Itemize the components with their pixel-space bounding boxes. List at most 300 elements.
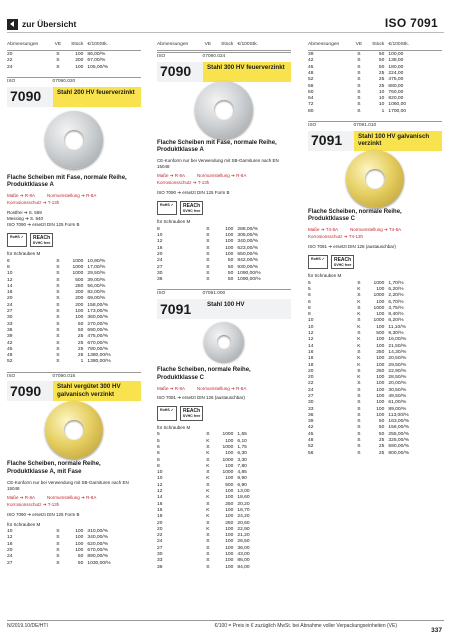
table-row (157, 483, 291, 489)
cell-preis: 17,00/% (87, 265, 106, 270)
table-row (308, 450, 442, 456)
cell-ve: S (206, 264, 210, 270)
cell-dim: 12 (7, 535, 13, 541)
cell-ve: S (206, 520, 210, 526)
rohs-text: RoHS ✓ (160, 408, 174, 413)
cell-ve: K (357, 286, 361, 292)
price-table (308, 52, 442, 115)
cell-preis: 89,00/% (388, 406, 407, 412)
reach-text: SVHC free (182, 208, 201, 213)
cell-preis: 842,00/% (237, 258, 259, 264)
table-row (157, 501, 291, 507)
cell-stueck: 25 (77, 340, 84, 346)
reach-text: SVHC free (182, 414, 201, 419)
table-row (157, 457, 291, 463)
cell-preis: 305,00/% (237, 233, 259, 239)
cell-stueck: 10 (378, 96, 385, 102)
cell-preis: 24,20 (237, 514, 250, 520)
product-code: 07090.024 (202, 53, 226, 59)
table-row (157, 489, 291, 495)
link-masse[interactable]: Maße ➔ R-8A (157, 385, 186, 391)
header-stueck: Stück (221, 42, 234, 47)
cell-stueck: 25 (378, 444, 385, 450)
cell-preis: 8,40/% (388, 312, 404, 318)
cell-dim: 8 (308, 312, 311, 318)
cell-preis: 82,00/% (87, 290, 106, 296)
cell-ve: S (56, 296, 60, 302)
cell-ve: S (357, 108, 361, 114)
table-row (157, 527, 291, 533)
page-number: 337 (431, 627, 442, 634)
product-description: Flache Scheiben, normale Reihe, Produktklasse C (157, 367, 251, 381)
cell-preis: 1380,00/% (87, 353, 111, 359)
cell-ve: S (357, 406, 361, 412)
cell-stueck: 1000 (373, 305, 385, 311)
product-image (157, 82, 291, 138)
link-normumstellung[interactable]: Normumstellung ➔ R-8A (197, 173, 247, 179)
cell-ve: S (206, 277, 210, 283)
cell-stueck: 1000 (373, 280, 385, 286)
cell-ve: K (357, 312, 361, 318)
cell-stueck: 100 (376, 356, 385, 362)
cell-preis: 224,00 (388, 70, 404, 76)
cell-preis: 10,90/% (87, 258, 106, 264)
cell-preis: 340,00/% (87, 535, 109, 541)
cell-dim: 24 (7, 302, 13, 308)
cell-stueck: 200 (75, 290, 84, 296)
cell-ve: S (357, 425, 361, 431)
table-row (7, 529, 141, 535)
cell-ve: K (206, 526, 210, 532)
cell-stueck: 1000 (222, 470, 234, 476)
cell-preis: 3,30 (237, 457, 247, 463)
cell-preis: 21,20 (237, 533, 250, 539)
cell-stueck: 100 (225, 558, 234, 564)
cell-stueck: 50 (227, 270, 234, 276)
cell-stueck: 100 (376, 362, 385, 368)
cell-preis: 1380,00/% (87, 359, 111, 365)
table-row (157, 277, 291, 283)
cell-ve: S (56, 535, 60, 541)
cell-preis: 475,00 (388, 77, 404, 83)
cell-ve: S (357, 58, 361, 64)
reach-text: SVHC free (32, 240, 51, 245)
product-code-row (157, 52, 291, 60)
link-korrosionsschutz[interactable]: Korrosionsschutz ➔ T-13h (157, 180, 210, 186)
back-to-overview-link[interactable] (7, 19, 76, 30)
cell-stueck: 50 (378, 64, 385, 70)
link-normumstellung[interactable]: Normumstellung ➔ R-8A (47, 495, 97, 501)
cell-ve: S (56, 58, 60, 64)
cell-stueck: 10 (378, 102, 385, 108)
cell-preis: 56,00/% (87, 283, 106, 289)
cell-stueck: 100 (225, 507, 234, 513)
cell-ve: S (56, 258, 60, 264)
cell-ve: S (357, 331, 361, 337)
cell-stueck: 100 (225, 463, 234, 469)
washer-image-icon (45, 401, 103, 459)
cell-ve: K (357, 299, 361, 305)
cell-ve: S (56, 265, 60, 270)
cell-dim: 18 (308, 362, 314, 368)
cell-ve: S (206, 539, 210, 545)
cell-preis: 6,70/% (388, 299, 404, 305)
cell-preis: 21,50/% (388, 343, 407, 349)
cell-dim: 20 (157, 252, 163, 257)
cell-dim: 30 (157, 270, 163, 276)
cell-dim: 27 (308, 394, 314, 399)
cell-ve: S (206, 482, 210, 488)
cell-stueck: 200 (75, 58, 84, 64)
reach-badge (30, 233, 54, 247)
table-row (308, 96, 442, 102)
cell-ve: S (206, 258, 210, 264)
cell-dim: 27 (7, 309, 13, 315)
cell-stueck: 100 (376, 286, 385, 292)
cell-preis: 20,20 (237, 501, 250, 507)
cell-ve: K (206, 438, 210, 444)
cell-preis: 138,00 (388, 58, 404, 64)
table-row (308, 400, 442, 406)
cell-stueck: 100 (225, 476, 234, 482)
table-row (308, 362, 442, 368)
cell-dim: 30 (157, 551, 163, 557)
cell-dim: 20 (7, 548, 13, 554)
cell-preis: 173,00/% (87, 309, 109, 315)
cell-stueck: 1000 (72, 265, 84, 270)
product-note: CE-Konform nur bei Verwendung mit SB-Garnituren nach EN 15048 (157, 158, 279, 170)
cell-stueck: 100 (75, 64, 84, 70)
unit-label: für Schrauben M (157, 219, 191, 225)
table-row (308, 331, 442, 337)
compliance-badges (157, 406, 291, 420)
table-row (308, 102, 442, 108)
cell-preis: 9,30/% (388, 331, 404, 337)
cell-ve: S (357, 318, 361, 324)
cell-ve: S (357, 52, 361, 58)
cell-dim: 5 (157, 432, 160, 438)
cell-ve: S (56, 271, 60, 277)
cell-dim: 20 (308, 375, 314, 381)
cell-stueck: 100 (225, 239, 234, 245)
cell-ve: S (56, 277, 60, 283)
cell-ve: K (357, 356, 361, 362)
cell-ve: S (357, 444, 361, 450)
table-row (308, 83, 442, 89)
cell-stueck: 100 (75, 535, 84, 541)
cell-preis: 475,00/% (87, 334, 109, 340)
cell-stueck: 25 (77, 353, 84, 359)
table-row (308, 64, 442, 70)
column-3 (308, 42, 442, 457)
table-row (7, 290, 141, 296)
cell-preis: 20,00/% (388, 381, 407, 387)
cell-ve: S (56, 554, 60, 560)
cell-preis: 325,00/% (388, 438, 410, 444)
cell-preis: 1030,00/% (87, 560, 111, 566)
cell-preis: 4,85 (237, 470, 247, 476)
product-image (157, 319, 291, 365)
cell-dim: 12 (308, 337, 314, 343)
table-row (7, 359, 141, 365)
cell-dim: 16 (7, 290, 13, 296)
table-row (7, 353, 141, 359)
cell-stueck: 50 (378, 58, 385, 64)
cell-ve: S (56, 334, 60, 340)
table-row (7, 277, 141, 283)
cell-stueck: 50 (77, 554, 84, 560)
price-table (157, 227, 291, 284)
cell-preis: 43,00 (237, 551, 250, 557)
cell-preis: 180,00 (388, 64, 404, 70)
table-row (308, 52, 442, 58)
cell-preis: 84,00 (237, 564, 250, 570)
table-row (157, 233, 291, 239)
cell-stueck: 25 (378, 450, 385, 456)
cell-stueck: 100 (225, 514, 234, 520)
cell-stueck: 1000 (222, 432, 234, 438)
cell-preis: 6,30 (237, 451, 247, 457)
cell-preis: 100,00 (388, 52, 404, 58)
cell-ve: K (206, 495, 210, 501)
compliance-badges (157, 201, 291, 215)
header-dim: Abmessungen (7, 42, 39, 47)
cell-stueck: 25 (378, 77, 385, 83)
link-masse[interactable]: Maße ➔ R-8A (157, 173, 186, 179)
cell-preis: 30,50/% (388, 387, 407, 393)
product-code: 07091.010 (353, 122, 377, 128)
cell-dim: 10 (7, 271, 13, 277)
cell-preis: 1700,00 (388, 108, 407, 114)
cell-ve: K (206, 463, 210, 469)
cell-preis: 6,20/% (388, 286, 404, 292)
cell-stueck: 100 (75, 309, 84, 315)
cell-preis: 620,00/% (87, 541, 109, 547)
cell-preis: 69,00/% (87, 296, 106, 302)
cell-ve: K (206, 489, 210, 495)
cell-ve: S (56, 315, 60, 321)
code-label: ISO (157, 53, 166, 59)
cell-preis: 16,00/% (388, 337, 407, 343)
link-korrosionsschutz[interactable]: Korrosionsschutz ➔ T-13h (7, 199, 60, 205)
table-row (308, 343, 442, 349)
cell-stueck: 100 (376, 412, 385, 418)
cell-preis: 670,00/% (87, 548, 109, 554)
table-row (157, 271, 291, 277)
cell-dim: 42 (7, 340, 13, 346)
product-banner (7, 87, 141, 107)
product-description: Flache Scheiben, normale Reihe, Produktklasse A, mit Fase (7, 461, 101, 476)
cell-preis: 3,75/% (388, 305, 404, 311)
cell-dim: 24 (157, 539, 163, 545)
header-stueck: Stück (372, 42, 385, 47)
cell-ve: S (56, 64, 60, 70)
cell-dim: 12 (7, 277, 13, 283)
cell-ve: S (206, 470, 210, 476)
header-preis: €/100Stk. (388, 42, 410, 47)
cell-stueck: 500 (376, 331, 385, 337)
cell-stueck: 100 (376, 324, 385, 330)
cell-dim: 56 (308, 83, 314, 89)
cell-preis: 113,00/% (388, 412, 409, 418)
cell-dim: 20 (7, 52, 13, 58)
cell-preis: 156,00/% (388, 425, 410, 431)
cell-dim: 12 (157, 482, 163, 488)
link-normumstellung[interactable]: Normumstellung ➔ T4-8A (349, 227, 402, 233)
column-1 (7, 42, 141, 567)
table-row (7, 321, 141, 327)
cell-preis: 11,10/% (388, 324, 406, 330)
table-row (7, 309, 141, 315)
header-divider (7, 32, 444, 33)
link-korrosionsschutz[interactable]: Korrosionsschutz ➔ T4-13h (308, 233, 363, 239)
table-row (7, 560, 141, 566)
price-table (7, 529, 141, 567)
cell-dim: 22 (308, 381, 314, 387)
cell-ve: S (357, 96, 361, 102)
cell-preis: 86,00/% (87, 52, 106, 58)
link-normumstellung[interactable]: Normumstellung ➔ R-8A (197, 385, 247, 391)
cell-stueck: 25 (77, 334, 84, 340)
cell-dim: 22 (157, 533, 163, 539)
cell-ve: S (357, 394, 361, 399)
product-banner (308, 131, 442, 151)
table-row (157, 564, 291, 570)
cell-stueck: 500 (225, 482, 234, 488)
cell-ve: K (206, 514, 210, 520)
cell-dim: 6 (157, 451, 160, 457)
cell-ve: S (56, 302, 60, 308)
cell-stueck: 100 (376, 375, 385, 381)
cell-dim: 27 (157, 264, 163, 270)
header-stueck: Stück (71, 42, 84, 47)
link-normumstellung[interactable]: Normumstellung ➔ R-8A (47, 193, 97, 199)
link-korrosionsschutz[interactable]: Korrosionsschutz ➔ T-13h (7, 501, 60, 507)
cell-ve: S (357, 64, 361, 70)
table-row (157, 432, 291, 438)
link-masse[interactable]: Maße ➔ R-8A (7, 495, 36, 501)
cell-stueck: 25 (378, 70, 385, 76)
cell-dim: 8 (157, 463, 160, 469)
table-row (7, 340, 141, 346)
cell-dim: 12 (308, 331, 314, 337)
rohs-badge (7, 233, 27, 247)
cell-preis: 650,00/% (237, 252, 259, 257)
cell-ve: S (206, 270, 210, 276)
table-row (308, 350, 442, 356)
table-row (7, 303, 141, 309)
cell-ve: S (56, 309, 60, 315)
cell-stueck: 500 (75, 277, 84, 283)
cell-dim: 48 (308, 70, 314, 76)
reach-badge (331, 255, 355, 269)
cell-stueck: 1000 (222, 457, 234, 463)
table-row (157, 514, 291, 520)
footer-divider (7, 620, 444, 621)
cell-preis: 49,50/% (388, 394, 407, 399)
table-row (308, 337, 442, 343)
header-ve: VE (204, 42, 212, 47)
cell-stueck: 100 (225, 245, 234, 251)
cell-ve: S (357, 102, 361, 108)
code-label: ISO (7, 373, 16, 379)
cell-dim: 12 (157, 239, 163, 245)
product-block-07091-010 (308, 121, 442, 457)
table-row (308, 413, 442, 419)
cell-dim: 20 (157, 526, 163, 532)
cell-ve: S (206, 239, 210, 245)
header-dim: Abmessungen (157, 42, 189, 47)
cell-dim: 6 (308, 293, 311, 299)
cell-stueck: 100 (376, 394, 385, 399)
reach-text: SVHC free (333, 262, 352, 267)
product-image (7, 107, 141, 173)
cell-ve: S (357, 419, 361, 425)
cell-ve: S (56, 340, 60, 346)
product-image (7, 401, 141, 459)
cell-ve: K (206, 507, 210, 513)
cell-ve: S (206, 564, 210, 570)
cell-stueck: 50 (77, 321, 84, 327)
reference-links (7, 495, 141, 509)
table-row (308, 356, 442, 362)
cell-dim: 8 (308, 305, 311, 311)
cell-stueck: 1000 (222, 444, 234, 450)
cell-dim: 30 (308, 400, 314, 406)
product-number: 7091 (308, 131, 354, 151)
product-note-norm: ISO 7090 ➔ ersetzt DIN 125 Form B (7, 511, 80, 517)
cell-dim: 52 (308, 77, 314, 83)
price-table (308, 280, 442, 456)
table-row (308, 280, 442, 286)
table-row (157, 470, 291, 476)
cell-stueck: 100 (225, 489, 234, 495)
cell-preis: 1,55 (237, 432, 247, 438)
cell-stueck: 50 (227, 277, 234, 283)
cell-dim: 10 (157, 233, 163, 239)
table-row (157, 552, 291, 558)
cell-preis: 760,00 (388, 89, 404, 95)
cell-ve: S (357, 83, 361, 89)
cell-dim: 45 (7, 346, 13, 352)
table-row (157, 539, 291, 545)
cell-preis: 288,00/% (237, 226, 259, 232)
product-code: 07091.000 (202, 291, 226, 297)
product-code-row (7, 372, 141, 380)
cell-ve: K (357, 324, 361, 330)
cell-preis: 6,10 (237, 438, 247, 444)
cell-ve: S (56, 353, 60, 359)
cell-ve: K (357, 375, 361, 381)
product-block-07090-016 (7, 372, 141, 567)
cell-ve: K (357, 337, 361, 343)
cell-dim: 45 (308, 431, 314, 437)
cell-ve: S (206, 551, 210, 557)
cell-preis: 1060,00 (388, 102, 407, 108)
cell-stueck: 100 (225, 252, 234, 257)
table-row (157, 495, 291, 501)
link-masse[interactable]: Maße ➔ T4-8A (308, 227, 338, 233)
cell-ve: S (357, 305, 361, 311)
table-row (157, 252, 291, 258)
cell-dim: 39 (308, 419, 314, 425)
page-header (0, 0, 452, 38)
cell-dim: 52 (7, 359, 13, 365)
cell-ve: K (206, 476, 210, 482)
table-row (7, 334, 141, 340)
table-header (308, 42, 442, 51)
link-masse[interactable]: Maße ➔ R-8A (7, 193, 36, 199)
